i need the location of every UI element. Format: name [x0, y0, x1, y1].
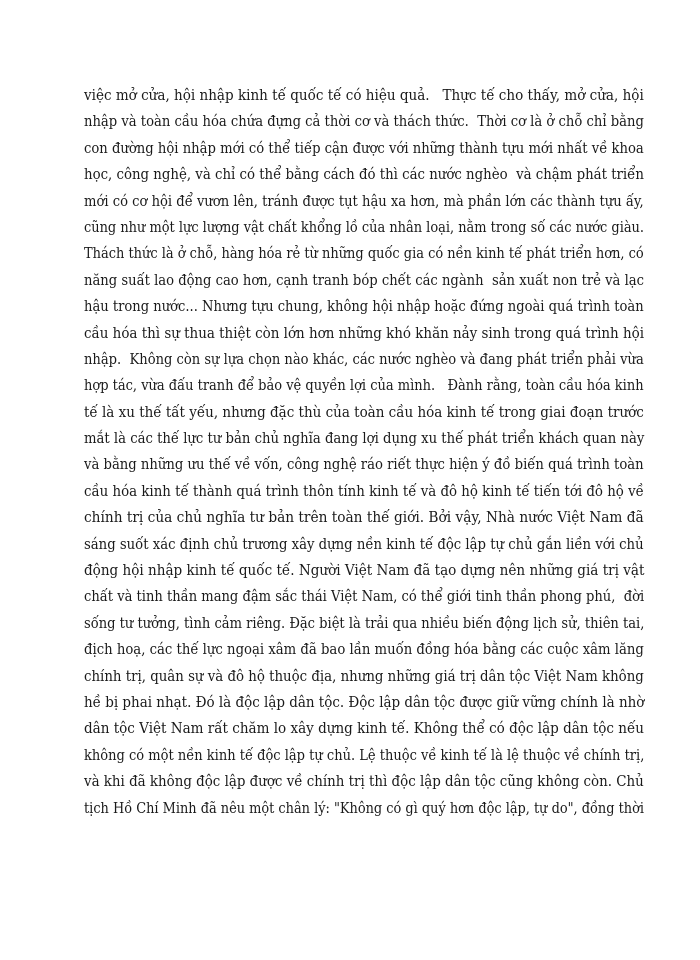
text-line: và khi đã không độc lập được về chính trị thì độc lập dân tộc cũng không còn. Chủ [84, 772, 644, 791]
text-line: sống tư tưởng, tình cảm riêng. Đặc biệt là trải qua nhiều biến động lịch sử, thiên tai, [84, 613, 645, 632]
text-line: mới có cơ hội để vươn lên, tránh được tụt hậu xa hơn, mà phần lớn các thành tựu ấy, [84, 191, 644, 210]
text-line: hợp tác, vừa đấu tranh để bảo vệ quyền lợi của mình. Đành rằng, toàn cầu hóa kinh [84, 376, 644, 395]
text-line: tế là xu thế tất yếu, nhưng đặc thù của toàn cầu hóa kinh tế trong giai đoạn trước [84, 402, 644, 421]
text-line: chính trị, quân sự và đô hộ thuộc địa, nhưng những giá trị dân tộc Việt Nam không [84, 666, 644, 685]
text-line: nhập. Không còn sự lựa chọn nào khác, các nước nghèo và đang phát triển phải vừa [84, 349, 644, 368]
text-line: không có một nền kinh tế độc lập tự chủ. Lệ thuộc về kinh tế là lệ thuộc về chính trị, [84, 745, 645, 764]
text-line: học, công nghệ, và chỉ có thể bằng cách đó thì các nước nghèo và chậm phát triển [84, 165, 644, 184]
text-line: chính trị của chủ nghĩa tư bản trên toàn thế giới. Bởi vậy, Nhà nước Việt Nam đã [84, 508, 644, 527]
text-line: cầu hóa thì sự thua thiệt còn lớn hơn những khó khăn nảy sinh trong quá trình hội [84, 323, 645, 342]
text-line: tịch Hồ Chí Minh đã nêu một chân lý: "Không có gì quý hơn độc lập, tự do", đồng thời [84, 798, 645, 817]
text-line: và bằng những ưu thế về vốn, công nghệ ráo riết thực hiện ý đồ biến quá trình toàn [84, 455, 644, 474]
text-line: nhập và toàn cầu hóa chứa đựng cả thời cơ và thách thức. Thời cơ là ở chỗ chỉ bằng [84, 112, 644, 131]
text-line: chất và tinh thần mang đậm sắc thái Việt Nam, có thể giới tinh thần phong phú, đời [84, 587, 645, 606]
text-line: Thách thức là ở chỗ, hàng hóa rẻ từ những quốc gia có nền kinh tế phát triển hơn, có [84, 244, 644, 263]
text-line: dân tộc Việt Nam rất chăm lo xây dựng kinh tế. Không thể có độc lập dân tộc nếu [84, 719, 644, 738]
text-line: động hội nhập kinh tế quốc tế. Người Việt Nam đã tạo dựng nên những giá trị vật [84, 561, 645, 580]
body-paragraph [84, 82, 644, 821]
text-line: hậu trong nước... Nhưng tựu chung, không hội nhập hoặc đứng ngoài quá trình toàn [84, 297, 644, 316]
text-line: năng suất lao động cao hơn, cạnh tranh bóp chết các ngành sản xuất non trẻ và lạc [84, 270, 644, 289]
text-line: mắt là các thế lực tư bản chủ nghĩa đang lợi dụng xu thế phát triển khách quan này [84, 429, 645, 448]
text-line: việc mở cửa, hội nhập kinh tế quốc tế có hiệu quả. Thực tế cho thấy, mở cửa, hội [84, 86, 644, 104]
text-line: con đường hội nhập mới có thể tiếp cận được với những thành tựu mới nhất về khoa [84, 138, 644, 157]
text-line: hề bị phai nhạt. Đó là độc lập dân tộc. Độc lập dân tộc được giữ vững chính là nhờ [84, 692, 645, 711]
text-line: cầu hóa kinh tế thành quá trình thôn tính kinh tế và đô hộ kinh tế tiến tới đô hộ về [84, 481, 644, 500]
text-line: địch hoạ, các thế lực ngoại xâm đã bao lần muốn đồng hóa bằng các cuộc xâm lăng [84, 640, 644, 659]
text-line: sáng suốt xác định chủ trương xây dựng nền kinh tế độc lập tự chủ gắn liền với chủ [84, 534, 644, 553]
text-line: cũng như một lực lượng vật chất khổng lồ của nhân loại, nằm trong số các nước giàu. [84, 217, 645, 236]
